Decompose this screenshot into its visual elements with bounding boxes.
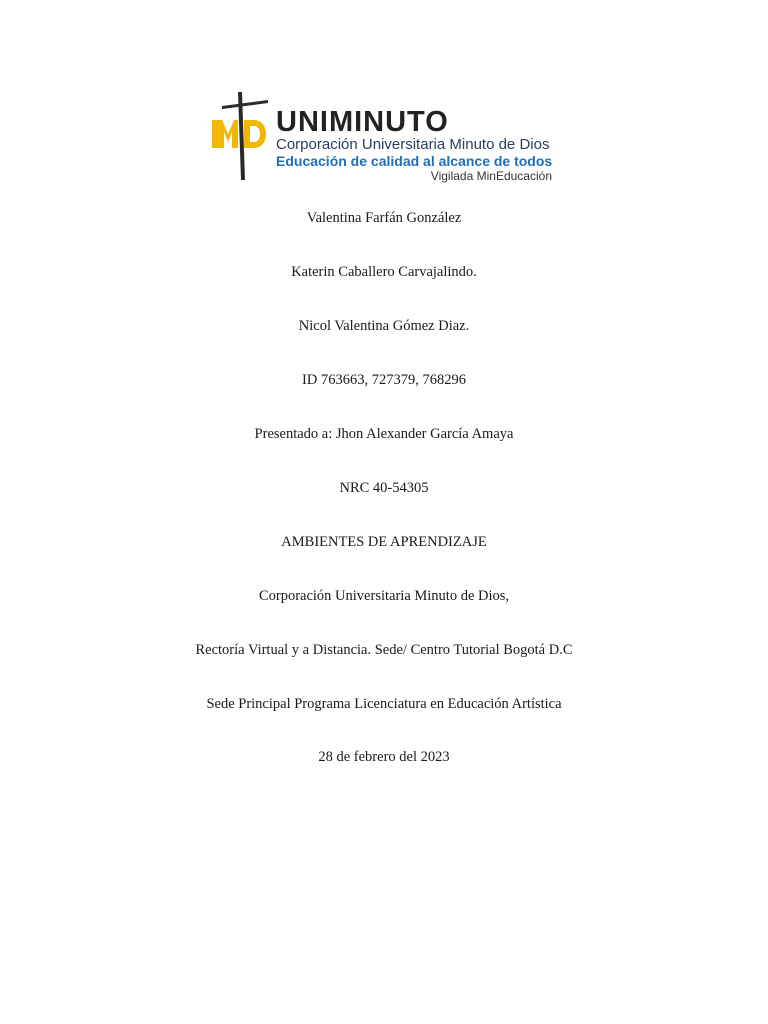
author-name-3: Nicol Valentina Gómez Diaz.	[298, 318, 470, 334]
logo-vigilada: Vigilada MinEducación	[430, 169, 552, 183]
program-name: Sede Principal Programa Licenciatura en Educación Artística	[206, 696, 562, 712]
institution-name: Corporación Universitaria Minuto de Dios,	[258, 588, 510, 604]
logo-slogan: Educación de calidad al alcance de todos	[276, 153, 553, 169]
author-name-1: Valentina Farfán González	[306, 210, 462, 226]
author-name-2: Katerin Caballero Carvajalindo.	[291, 264, 477, 280]
document-date: 28 de febrero del 2023	[318, 749, 450, 765]
md-cross-logo-icon	[208, 90, 274, 182]
logo-brand-name: UNIMINUTO	[276, 106, 449, 138]
course-title: AMBIENTES DE APRENDIZAJE	[281, 534, 487, 550]
logo-text-block	[276, 108, 560, 183]
nrc-code: NRC 40-54305	[339, 480, 429, 496]
rectory-campus: Rectoría Virtual y a Distancia. Sede/ Centro Tutorial Bogotá D.C	[195, 642, 573, 658]
logo-institution-name: Corporación Universitaria Minuto de Dios	[276, 136, 550, 153]
presented-to: Presentado a: Jhon Alexander García Amaya	[254, 426, 514, 442]
student-ids: ID 763663, 727379, 768296	[302, 372, 466, 388]
uniminuto-logo	[208, 90, 560, 182]
